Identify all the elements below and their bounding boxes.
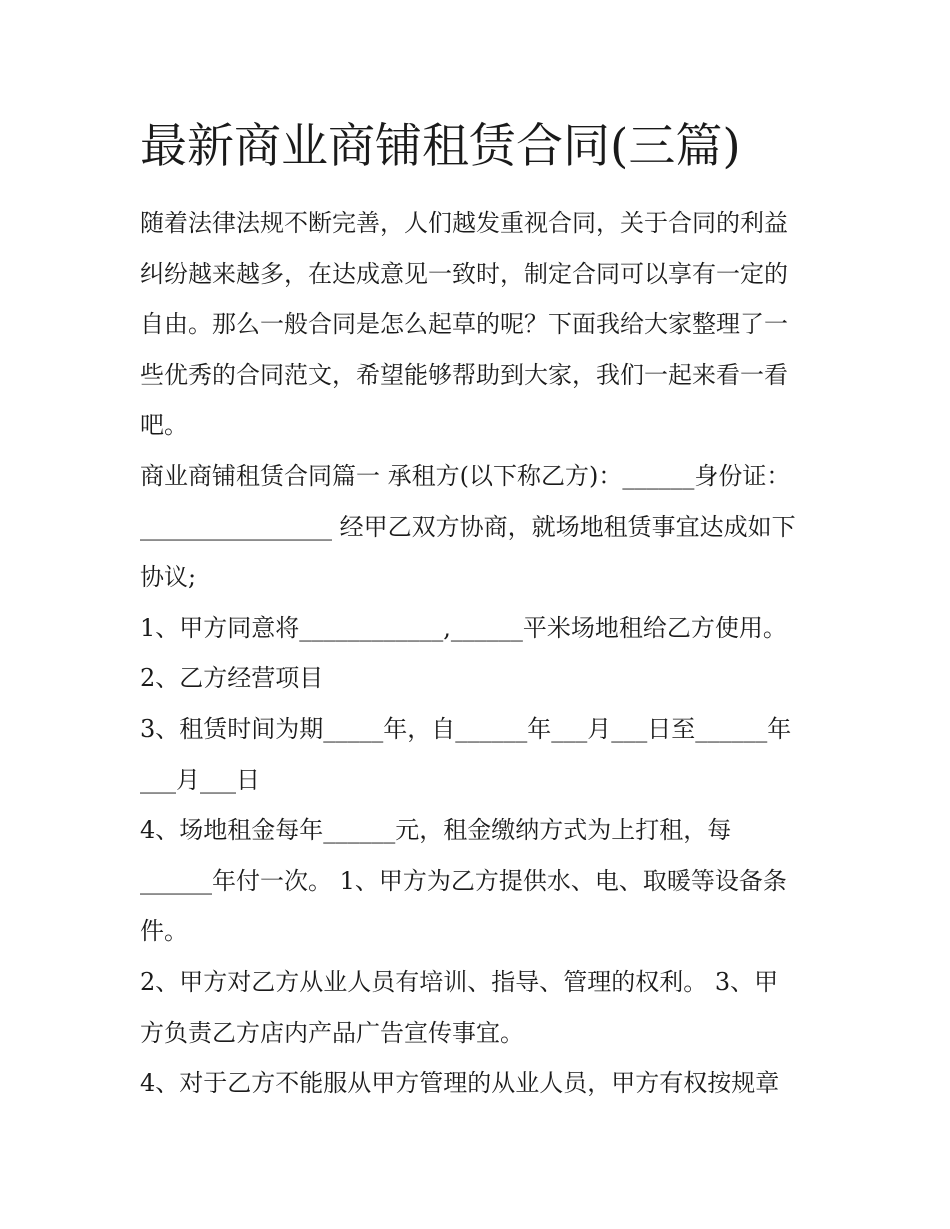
text-line: 商业商铺租赁合同篇一 承租方(以下称乙方)：______身份证： xyxy=(140,461,791,490)
paragraph-intro xyxy=(140,198,820,451)
text-line: 2、乙方经营项目 xyxy=(140,664,324,693)
paragraph-clause-3 xyxy=(140,704,820,805)
text-line: 纠纷越来越多，在达成意见一致时，制定合同可以享有一定的 xyxy=(140,259,788,288)
paragraph-contract-header xyxy=(140,451,820,603)
paragraph-clause-2 xyxy=(140,653,820,704)
text-line: ______年付一次。 1、甲方为乙方提供水、电、取暖等设备条 xyxy=(140,866,787,895)
text-line: 自由。那么一般合同是怎么起草的呢？下面我给大家整理了一 xyxy=(140,310,788,339)
paragraph-clause-lessor-2 xyxy=(140,957,820,1058)
paragraph-clause-4 xyxy=(140,805,820,957)
text-line: 些优秀的合同范文，希望能够帮助到大家，我们一起来看一看 xyxy=(140,360,788,389)
document-title: 最新商业商铺租赁合同(三篇) xyxy=(140,119,741,174)
text-line: 2、甲方对乙方从业人员有培训、指导、管理的权利。 3、甲 xyxy=(140,967,779,996)
text-line: 协议; xyxy=(140,563,197,592)
text-line: 1、甲方同意将____________,______平米场地租给乙方使用。 xyxy=(140,613,787,642)
paragraph-clause-lessor-4 xyxy=(140,1058,820,1109)
text-line: 件。 xyxy=(140,917,188,946)
text-line: 随着法律法规不断完善，人们越发重视合同，关于合同的利益 xyxy=(140,209,788,237)
paragraph-clause-1 xyxy=(140,603,820,654)
document-body xyxy=(140,198,820,1109)
text-line: ___月___日 xyxy=(140,765,260,794)
text-line: 4、场地租金每年______元，租金缴纳方式为上打租，每 xyxy=(140,816,732,845)
text-line: 吧。 xyxy=(140,411,188,440)
text-line: 4、对于乙方不能服从甲方管理的从业人员，甲方有权按规章 xyxy=(140,1069,780,1098)
text-line: ________________ 经甲乙双方协商，就场地租赁事宜达成如下 xyxy=(140,512,796,541)
text-line: 方负责乙方店内产品广告宣传事宜。 xyxy=(140,1018,524,1047)
text-line: 3、租赁时间为期_____年，自______年___月___日至______年 xyxy=(140,714,792,743)
